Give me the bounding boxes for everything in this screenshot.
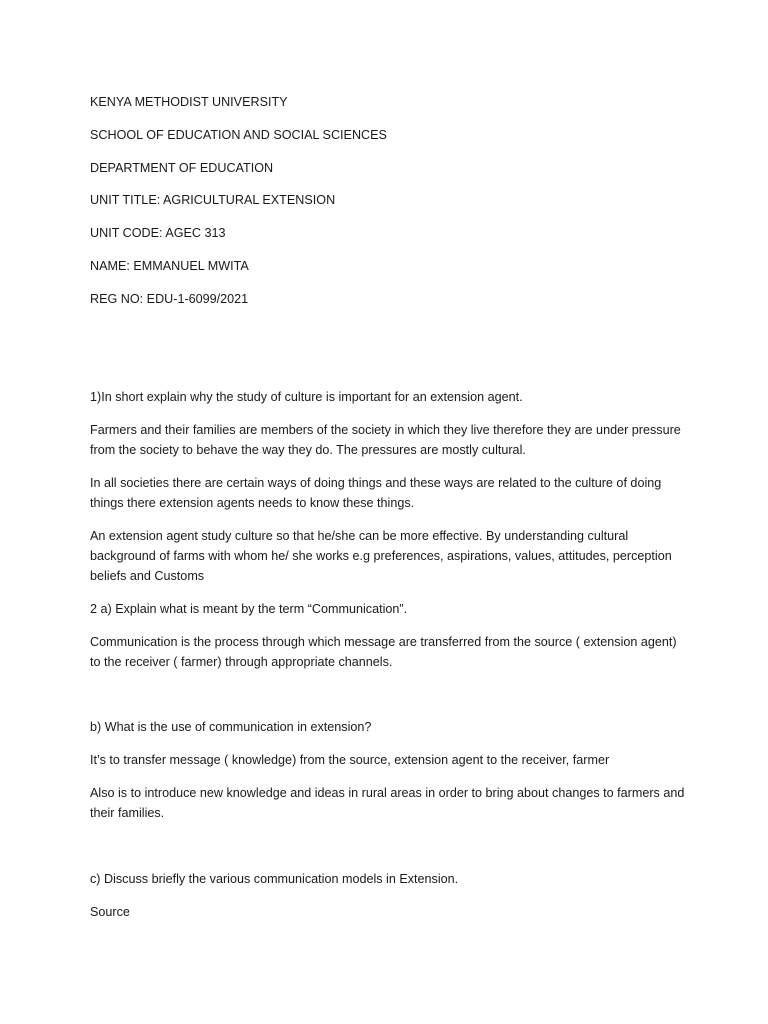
answer-2c-paragraph-1: Source [90, 905, 130, 919]
answer-2b-paragraph-1: It’s to transfer message ( knowledge) from the source, extension agent to the receiver, farmer [90, 753, 610, 767]
university-name: KENYA METHODIST UNIVERSITY [90, 95, 288, 109]
answer-2b-paragraph-2: Also is to introduce new knowledge and ideas in rural areas in order to bring about changes to farmers and their families. [90, 786, 685, 820]
unit-title: UNIT TITLE: AGRICULTURAL EXTENSION [90, 193, 336, 207]
department-name: DEPARTMENT OF EDUCATION [90, 161, 274, 175]
student-name: NAME: EMMANUEL MWITA [90, 259, 249, 273]
registration-number: REG NO: EDU-1-6099/2021 [90, 292, 249, 306]
answer-1-paragraph-1: Farmers and their families are members of the society in which they live therefore they are under pressure from the society to behave the way they do. The pressures are mostly cultural. [90, 423, 681, 457]
answer-2a-paragraph-1: Communication is the process through which message are transferred from the source ( extension agent) to the receiver ( farmer) through appropriate channels. [90, 635, 677, 669]
question-2c: c) Discuss briefly the various communication models in Extension. [90, 872, 459, 886]
unit-code: UNIT CODE: AGEC 313 [90, 226, 226, 240]
answer-1-paragraph-3: An extension agent study culture so that he/she can be more effective. By understanding cultural background of farms with whom he/ she works e.g preferences, aspirations, values, attitudes, perception beliefs and Customs [90, 529, 672, 583]
question-2b: b) What is the use of communication in extension? [90, 720, 372, 734]
question-1: 1)In short explain why the study of culture is important for an extension agent. [90, 390, 523, 404]
question-2a: 2 a) Explain what is meant by the term “Communication”. [90, 602, 408, 616]
answer-1-paragraph-2: In all societies there are certain ways of doing things and these ways are related to the culture of doing things there extension agents needs to know these things. [90, 476, 662, 510]
school-name: SCHOOL OF EDUCATION AND SOCIAL SCIENCES [90, 128, 387, 142]
